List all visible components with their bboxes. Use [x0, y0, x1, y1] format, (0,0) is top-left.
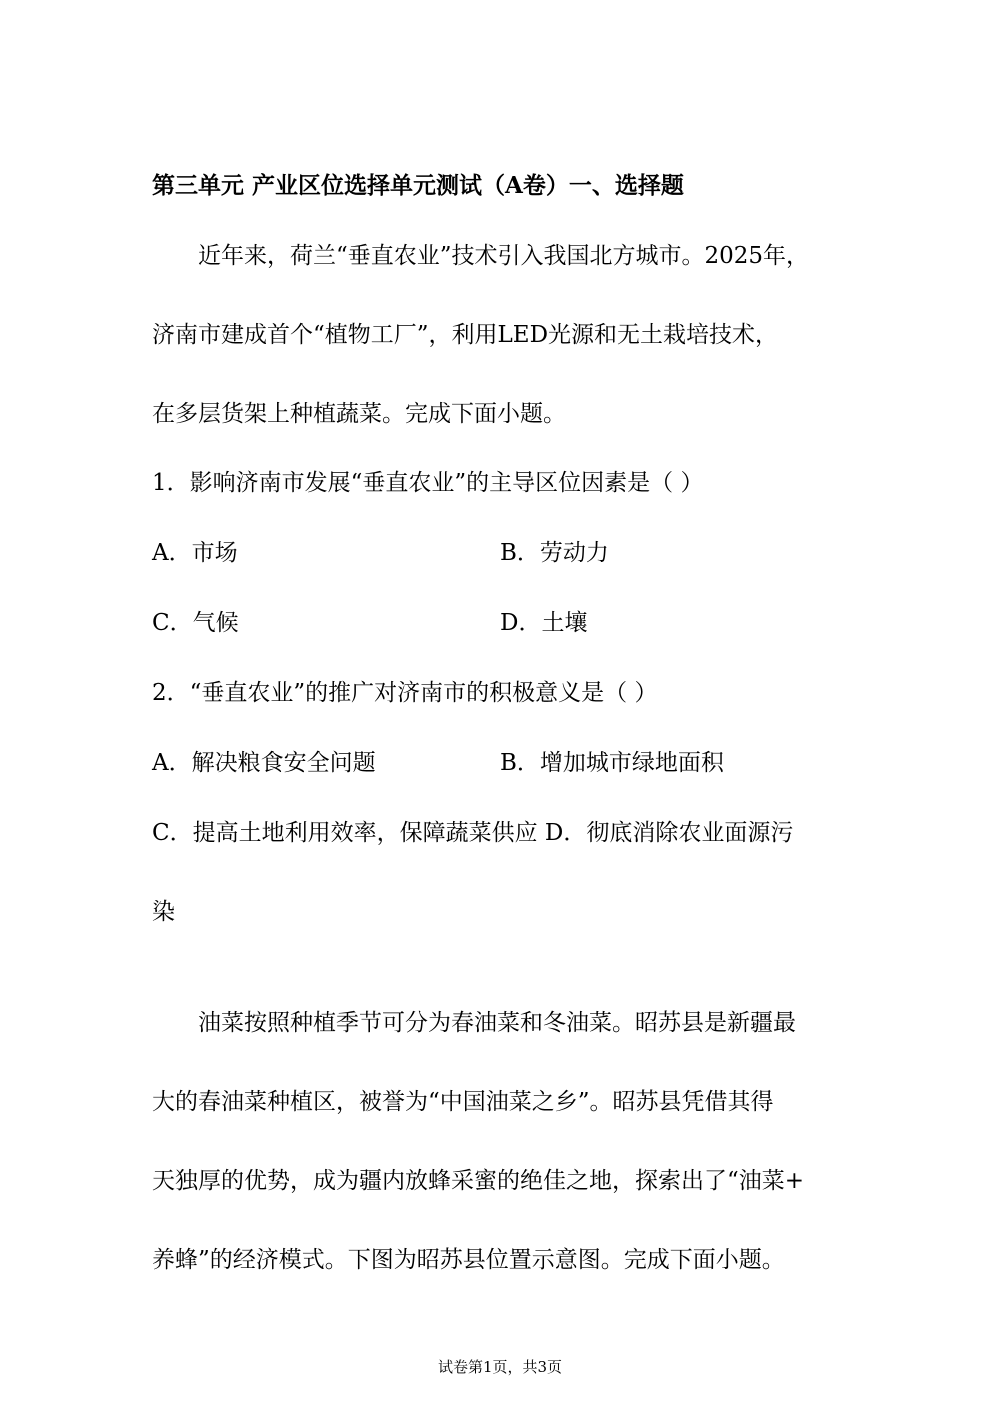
passage-line: 天独厚的优势，成为疆内放蜂采蜜的绝佳之地，探索出了“油菜+: [152, 1168, 805, 1194]
option-b: B．增加城市绿地面积: [500, 750, 724, 776]
passage-line: 油菜按照种植季节可分为春油菜和冬油菜。昭苏县是新疆最: [198, 1010, 796, 1036]
option-c: C．气候: [152, 610, 239, 636]
option-a: A．解决粮食安全问题: [152, 750, 376, 776]
question-stem: 1．影响济南市发展“垂直农业”的主导区位因素是（ ）: [152, 470, 704, 496]
passage-line: 养蜂”的经济模式。下图为昭苏县位置示意图。完成下面小题。: [152, 1247, 785, 1273]
option-d: D．土壤: [500, 610, 588, 636]
option-b: B．劳动力: [500, 540, 609, 566]
option-a: A．市场: [152, 540, 238, 566]
option-c-d: C．提高土地利用效率，保障蔬菜供应 D．彻底消除农业面源污: [152, 820, 794, 846]
passage-line: 大的春油菜种植区，被誉为“中国油菜之乡”。昭苏县凭借其得: [152, 1089, 774, 1115]
page-title: 第三单元 产业区位选择单元测试（A卷）一、选择题: [152, 172, 684, 199]
passage-line: 济南市建成首个“植物工厂”，利用LED光源和无土栽培技术，: [152, 322, 779, 348]
option-d-wrap: 染: [152, 899, 175, 925]
passage-line: 近年来，荷兰“垂直农业”技术引入我国北方城市。2025年，: [198, 243, 810, 269]
passage-line: 在多层货架上种植蔬菜。完成下面小题。: [152, 401, 566, 427]
page-footer: 试卷第1页，共3页: [437, 1358, 563, 1376]
question-stem: 2．“垂直农业”的推广对济南市的积极意义是（ ）: [152, 680, 658, 706]
